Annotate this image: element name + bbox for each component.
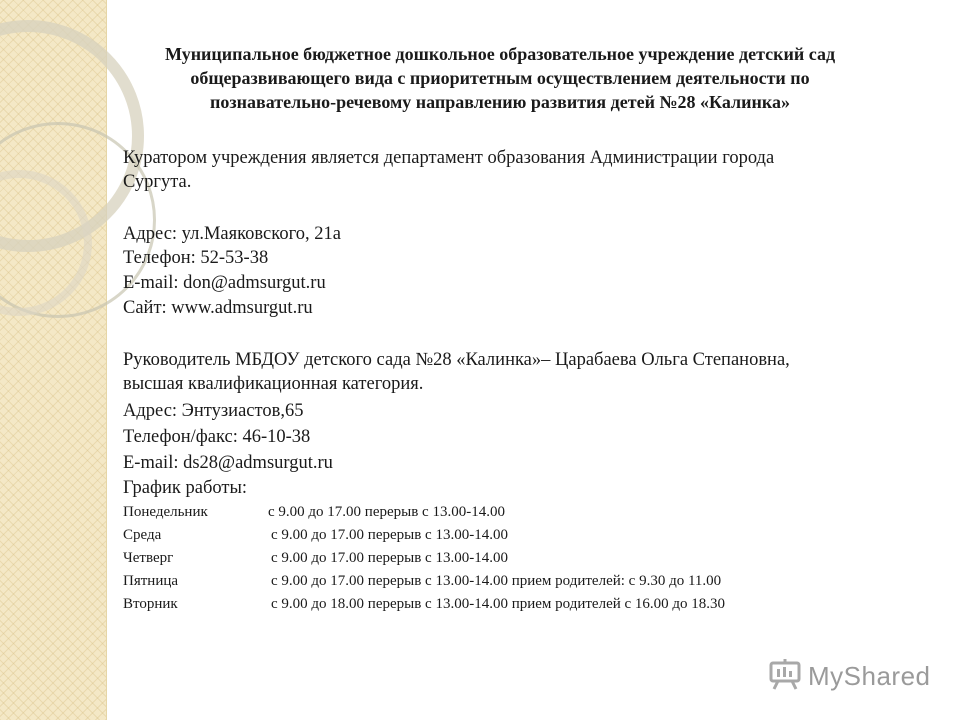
schedule-hours: с 9.00 до 17.00 перерыв с 13.00-14.00 прием родителей: с 9.30 до 11.00 [271,573,722,589]
decorative-left-band [0,0,107,720]
curator-text: Куратором учреждения является департамент образования Администрации города [123,148,775,168]
schedule-day: Вторник [123,596,178,612]
title-line: познавательно-речевому направлению развития детей №28 «Калинка» [210,92,790,112]
schedule-day: Четверг [123,550,174,566]
admin-site: Сайт: www.admsurgut.ru [123,298,313,318]
watermark-text: MyShared [808,660,931,691]
schedule-hours: с 9.00 до 17.00 перерыв с 13.00-14.00 [271,550,508,566]
admin-email: E-mail: don@admsurgut.ru [123,273,326,293]
director-text: высшая квалификационная категория. [123,374,424,394]
schedule-day: Среда [123,527,162,543]
schedule-day: Пятница [123,573,179,589]
curator-text: Сургута. [123,172,192,192]
school-email: E-mail: ds28@admsurgut.ru [123,453,333,473]
presentation-board-icon [768,657,802,696]
admin-address: Адрес: ул.Маяковского, 21а [123,224,341,244]
school-phone: Телефон/факс: 46-10-38 [123,427,311,447]
watermark-logo [768,656,931,696]
institution-title [120,42,880,114]
schedule-hours: с 9.00 до 18.00 перерыв с 13.00-14.00 прием родителей с 16.00 до 18.30 [271,596,726,612]
title-line: общеразвивающего вида с приоритетным осуществлением деятельности по [190,68,810,88]
schedule-title: График работы: [123,478,248,498]
school-address: Адрес: Энтузиастов,65 [123,401,304,421]
schedule-day: Понедельник [123,504,208,520]
schedule-hours: с 9.00 до 17.00 перерыв с 13.00-14.00 [268,504,505,520]
title-line: Муниципальное бюджетное дошкольное образовательное учреждение детский сад [164,44,836,64]
director-text: Руководитель МБДОУ детского сада №28 «Калинка»– Царабаева Ольга Степановна, [123,350,790,370]
admin-phone: Телефон: 52-53-38 [123,248,269,268]
schedule-hours: с 9.00 до 17.00 перерыв с 13.00-14.00 [271,527,508,543]
